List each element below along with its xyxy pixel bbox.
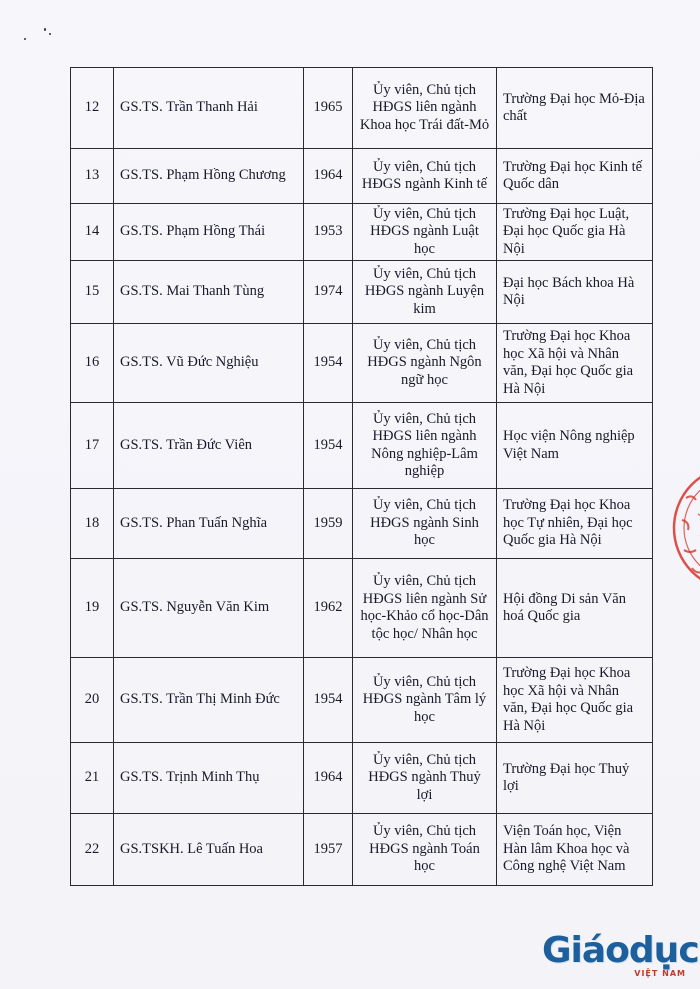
birth-year: 1954 bbox=[304, 403, 353, 489]
scan-speck bbox=[44, 28, 46, 31]
member-name: GS.TS. Phan Tuấn Nghĩa bbox=[114, 489, 304, 559]
table-row bbox=[71, 743, 653, 814]
table-row bbox=[71, 489, 653, 559]
table-row bbox=[71, 324, 653, 403]
scan-speck bbox=[24, 38, 26, 40]
birth-year: 1959 bbox=[304, 489, 353, 559]
table-row bbox=[71, 814, 653, 886]
table-row bbox=[71, 149, 653, 204]
birth-year: 1964 bbox=[304, 149, 353, 204]
member-organization: Trường Đại học Mỏ-Địa chất bbox=[497, 68, 653, 149]
row-number: 14 bbox=[71, 204, 114, 261]
members-table bbox=[70, 67, 653, 886]
member-organization: Hội đồng Di sản Văn hoá Quốc gia bbox=[497, 559, 653, 658]
table-row bbox=[71, 403, 653, 489]
member-role: Ủy viên, Chủ tịch HĐGS ngành Thuỷ lợi bbox=[353, 743, 497, 814]
row-number: 15 bbox=[71, 261, 114, 324]
row-number: 20 bbox=[71, 658, 114, 743]
member-organization: Học viện Nông nghiệp Việt Nam bbox=[497, 403, 653, 489]
row-number: 19 bbox=[71, 559, 114, 658]
member-role: Ủy viên, Chủ tịch HĐGS ngành Luật học bbox=[353, 204, 497, 261]
birth-year: 1953 bbox=[304, 204, 353, 261]
row-number: 16 bbox=[71, 324, 114, 403]
member-organization: Trường Đại học Thuỷ lợi bbox=[497, 743, 653, 814]
member-name: GS.TSKH. Lê Tuấn Hoa bbox=[114, 814, 304, 886]
birth-year: 1954 bbox=[304, 658, 353, 743]
member-role: Ủy viên, Chủ tịch HĐGS liên ngành Sử học-Khảo cổ học-Dân tộc học/ Nhân học bbox=[353, 559, 497, 658]
member-name: GS.TS. Trần Thanh Hải bbox=[114, 68, 304, 149]
row-number: 12 bbox=[71, 68, 114, 149]
row-number: 13 bbox=[71, 149, 114, 204]
birth-year: 1974 bbox=[304, 261, 353, 324]
site-watermark bbox=[536, 930, 699, 983]
member-organization: Trường Đại học Khoa học Tự nhiên, Đại học Quốc gia Hà Nội bbox=[497, 489, 653, 559]
member-role: Ủy viên, Chủ tịch HĐGS ngành Ngôn ngữ học bbox=[353, 324, 497, 403]
member-name: GS.TS. Trần Thị Minh Đức bbox=[114, 658, 304, 743]
member-organization: Viện Toán học, Viện Hàn lâm Khoa học và Công nghệ Việt Nam bbox=[497, 814, 653, 886]
table-row bbox=[71, 68, 653, 149]
red-seal-stamp bbox=[664, 458, 700, 598]
member-organization: Đại học Bách khoa Hà Nội bbox=[497, 261, 653, 324]
member-name: GS.TS. Phạm Hồng Thái bbox=[114, 204, 304, 261]
member-role: Ủy viên, Chủ tịch HĐGS ngành Sinh học bbox=[353, 489, 497, 559]
watermark-brand: Giáodục bbox=[542, 930, 699, 971]
row-number: 18 bbox=[71, 489, 114, 559]
member-name: GS.TS. Mai Thanh Tùng bbox=[114, 261, 304, 324]
member-organization: Trường Đại học Kinh tế Quốc dân bbox=[497, 149, 653, 204]
scan-speck bbox=[49, 33, 51, 35]
member-name: GS.TS. Nguyễn Văn Kim bbox=[114, 559, 304, 658]
table-row bbox=[71, 261, 653, 324]
birth-year: 1954 bbox=[304, 324, 353, 403]
birth-year: 1965 bbox=[304, 68, 353, 149]
member-role: Ủy viên, Chủ tịch HĐGS ngành Tâm lý học bbox=[353, 658, 497, 743]
member-role: Ủy viên, Chủ tịch HĐGS ngành Toán học bbox=[353, 814, 497, 886]
birth-year: 1957 bbox=[304, 814, 353, 886]
member-organization: Trường Đại học Khoa học Xã hội và Nhân văn, Đại học Quốc gia Hà Nội bbox=[497, 658, 653, 743]
member-name: GS.TS. Phạm Hồng Chương bbox=[114, 149, 304, 204]
row-number: 17 bbox=[71, 403, 114, 489]
table-row bbox=[71, 559, 653, 658]
member-role: Ủy viên, Chủ tịch HĐGS liên ngành Khoa học Trái đất-Mỏ bbox=[353, 68, 497, 149]
table-row bbox=[71, 658, 653, 743]
member-role: Ủy viên, Chủ tịch HĐGS ngành Kinh tế bbox=[353, 149, 497, 204]
birth-year: 1962 bbox=[304, 559, 353, 658]
birth-year: 1964 bbox=[304, 743, 353, 814]
member-organization: Trường Đại học Luật, Đại học Quốc gia Hà Nội bbox=[497, 204, 653, 261]
member-name: GS.TS. Trần Đức Viên bbox=[114, 403, 304, 489]
member-name: GS.TS. Trịnh Minh Thụ bbox=[114, 743, 304, 814]
member-organization: Trường Đại học Khoa học Xã hội và Nhân văn, Đại học Quốc gia Hà Nội bbox=[497, 324, 653, 403]
table-row bbox=[71, 204, 653, 261]
member-name: GS.TS. Vũ Đức Nghiệu bbox=[114, 324, 304, 403]
row-number: 21 bbox=[71, 743, 114, 814]
watermark-subtitle: VIỆT NAM bbox=[634, 969, 686, 978]
member-role: Ủy viên, Chủ tịch HĐGS ngành Luyện kim bbox=[353, 261, 497, 324]
row-number: 22 bbox=[71, 814, 114, 886]
member-role: Ủy viên, Chủ tịch HĐGS liên ngành Nông nghiệp-Lâm nghiệp bbox=[353, 403, 497, 489]
